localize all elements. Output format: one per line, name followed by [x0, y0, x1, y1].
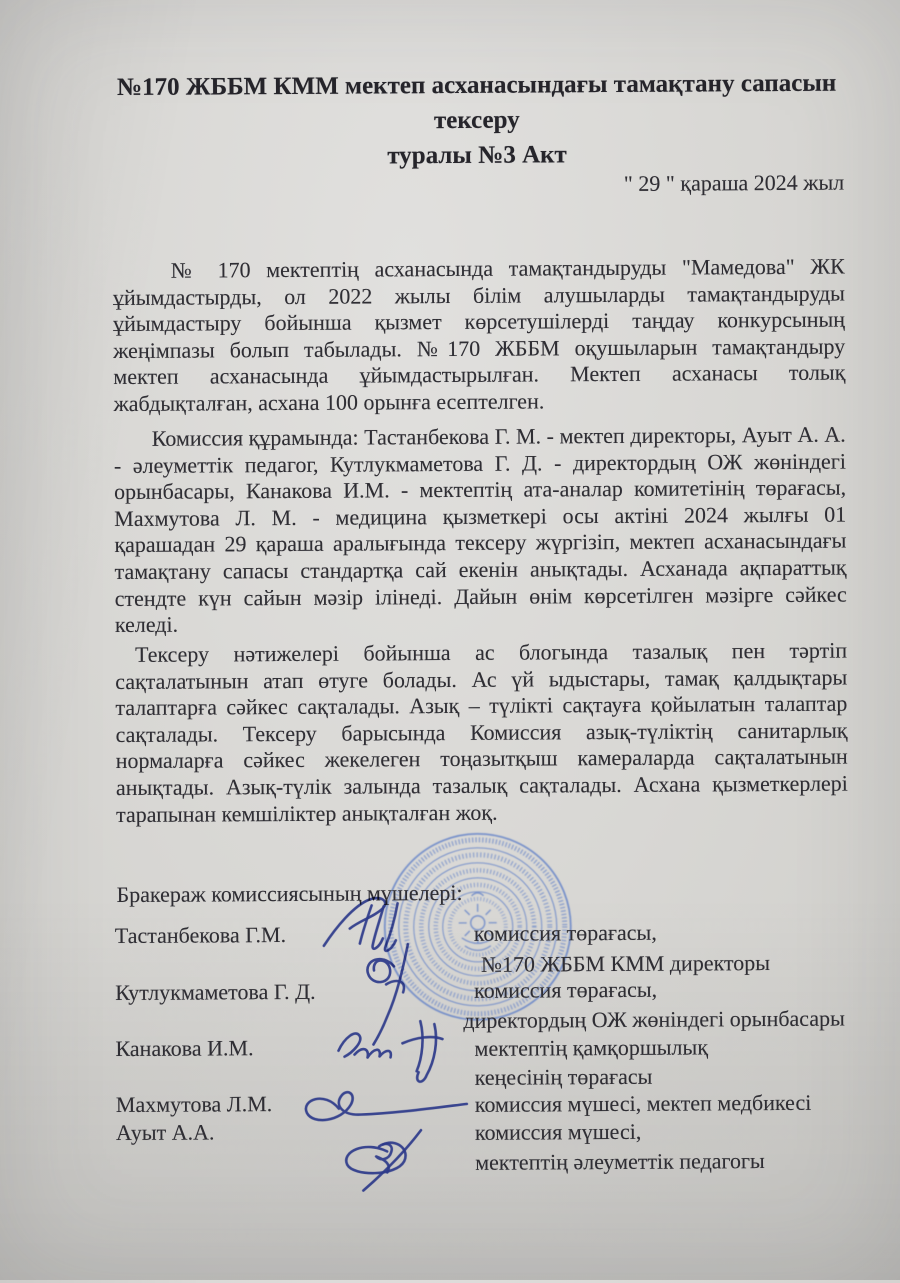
commission-heading: Бракераж комиссиясының мүшелері: [116, 879, 463, 908]
signer-role: комиссия төрағасы, [473, 919, 657, 946]
body-paragraph-1: № 170 мектептің асханасында тамақтандыруды "Мамедова" ЖК ұйымдастырды, ол 2022 жылы білім алушыларды тамақтандыруды ұйымдастыру бойынша қызмет көрсетушілерді таңдау конкурсының жеңімпазы болып табылады. №170 ЖББМ оқушыларын тамақтандыру мектеп асханасында ұйымдастырылған. Мектеп асханасы толық жабдықталған, асхана 100 орынға есептелген. [112, 253, 846, 417]
signer-name: Махмутова Л.М. [115, 1091, 273, 1118]
signature-auyt [333, 1123, 465, 1196]
document-title-line2: туралы №3 Акт [387, 141, 567, 170]
document-title-line1: №170 ЖББМ КММ мектеп асханасындағы тамақтану сапасын тексеру [116, 69, 837, 135]
signer-role: директордың ОЖ жөніндегі орынбасары [463, 1005, 845, 1033]
body-paragraph-3: Тексеру нәтижелері бойынша ас блогында тазалық пен тәртіп сақталатынын атап өтуге болады. Ас үй ыдыстары, тамақ қалдықтары талаптарға сәйкес сақталады. Азық – түлікті сақтауға қойылатын талаптар сақталады. Тексеру барысында Комиссия азық-түліктің санитарлық нормаларға сәйкес жекелеген тоңазытқыш камераларда сақталатынын анықтады. Азық-түлік залында тазалық сақталады. Асхана қызметкерлері тарапынан кемшіліктер анықталған жоқ. [115, 637, 848, 827]
signature-kanakova [332, 1012, 474, 1089]
signer-role: мектептің әлеуметтік педагогы [475, 1148, 765, 1175]
body-paragraph-2: Комиссия құрамында: Тастанбекова Г. М. - мектеп директоры, Ауыт А. А. - әлеуметтік педагог, Кутлукмаметова Г. Д. - директордың ОЖ жөніндегі орынбасары, Канакова И.М. - мектептің ата-аналар комитетінің төрағасы, Махмутова Л. М. - медицина қызметкері осы актіні 2024 жылғы 01 қарашадан 29 қараша аралығында тексеру жүргізіп, мектеп асханасындағы тамақтану сапасы стандартқа сай екенін анықтады. Асханада ақпараттық стендте күн сайын мәзір ілінеді. Дайын өнім көрсетілген мәзірге сәйкес келеді. [113, 421, 847, 638]
signer-role: комиссия мүшесі, мектеп медбикесі [474, 1089, 812, 1117]
signer-name: Тастанбекова Г.М. [114, 922, 287, 949]
signer-name: Кутлукмаметова Г. Д. [115, 978, 316, 1006]
signer-role: №170 ЖББМ КММ директоры [480, 950, 771, 977]
signer-name: Канакова И.М. [115, 1035, 254, 1062]
document-date: " 29 " қараша 2024 жыл [623, 169, 845, 196]
signer-role: мектептің қамқоршылық [474, 1034, 709, 1061]
document-title [87, 65, 868, 175]
signer-role: комиссия төрағасы, [474, 976, 658, 1003]
signer-role: кеңесінің төрағасы [474, 1063, 653, 1090]
signer-role: комиссия мүшесі, [474, 1118, 642, 1145]
signer-name: Ауыт А.А. [115, 1119, 215, 1146]
